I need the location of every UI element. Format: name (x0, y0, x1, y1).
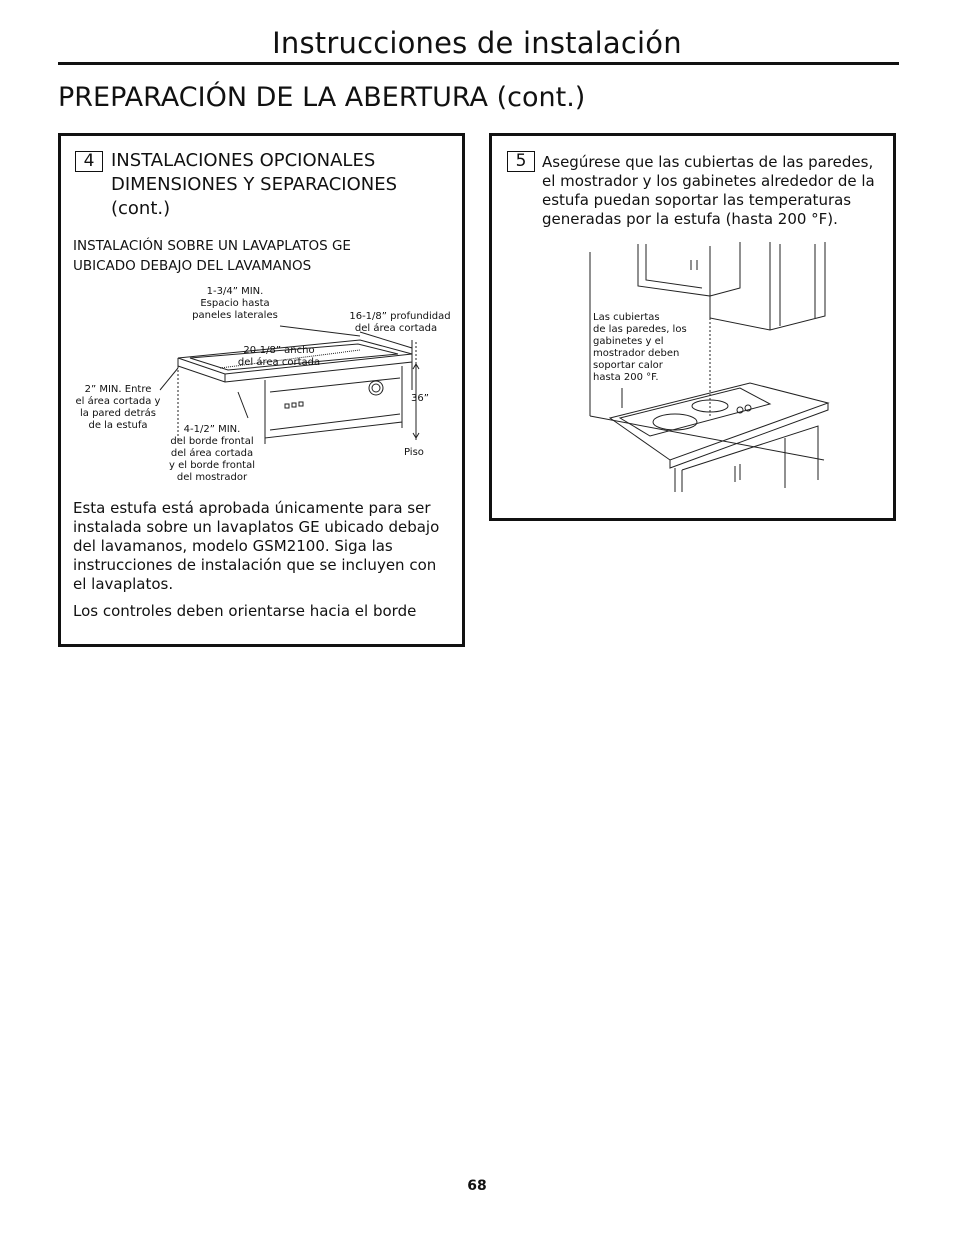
step-4-title-line1: INSTALACIONES OPCIONALES (111, 150, 376, 171)
front-gap-label-line1: 4-1/2” MIN. (183, 424, 241, 435)
heat-label-line4: mostrador deben (593, 348, 680, 359)
step-5-number: 5 (507, 151, 535, 172)
step-4-paragraph-line5: el lavaplatos. (73, 575, 174, 593)
side-gap-label-line1: 1-3/4” MIN. (206, 286, 264, 297)
rear-gap-label-line3: la pared detrás (79, 408, 156, 419)
width-label-line1: 20-1/8” ancho (243, 345, 315, 356)
step-4-number: 4 (75, 151, 103, 172)
step-4-paragraph-line1: Esta estufa está aprobada únicamente para ser (73, 499, 431, 517)
depth-label-line2: del área cortada (354, 323, 438, 334)
page-number: 68 (467, 1178, 487, 1194)
front-gap-label-line2: del borde frontal (170, 436, 254, 447)
step-4-paragraph-line2: instalada sobre un lavaplatos GE ubicado debajo (73, 518, 440, 536)
step-4-subheading-line2: UBICADO DEBAJO DEL LAVAMANOS (73, 258, 312, 274)
step-5-text-line1: Asegúrese que las cubiertas de las paredes, (542, 153, 874, 171)
step-4-title-line3: (cont.) (111, 198, 171, 219)
front-gap-label-line5: del mostrador (176, 472, 248, 483)
step-4-paragraph-line3: del lavamanos, modelo GSM2100. Siga las (73, 537, 393, 555)
step-4-title-line2: DIMENSIONES Y SEPARACIONES (111, 174, 398, 195)
side-gap-label-line3: paneles laterales (192, 310, 278, 321)
heat-label-line1: Las cubiertas (593, 312, 660, 323)
step-5-text-line3: estufa puedan soportar las temperaturas (542, 191, 852, 209)
heat-label-line3: gabinetes y el (593, 336, 664, 347)
step-4-subheading-line1: INSTALACIÓN SOBRE UN LAVAPLATOS GE (73, 238, 351, 254)
heat-label-line5: soportar calor (593, 360, 663, 371)
depth-label-line1: 16-1/8” profundidad (349, 311, 451, 322)
rear-gap-label-line4: de la estufa (88, 420, 148, 431)
rear-gap-label-line1: 2” MIN. Entre (84, 384, 152, 395)
step-4-paragraph-line4: instrucciones de instalación que se incluyen con (73, 556, 437, 574)
rear-gap-label-line2: el área cortada y (75, 396, 161, 407)
header-divider (58, 62, 899, 65)
height-label: 36” (411, 393, 429, 404)
page-header-title: Instrucciones de instalación (272, 26, 682, 60)
heat-label-line2: de las paredes, los (593, 324, 687, 335)
heat-label-line6: hasta 200 °F. (593, 372, 659, 383)
step-4-controls-note: Los controles deben orientarse hacia el borde (73, 602, 417, 620)
section-title: PREPARACIÓN DE LA ABERTURA (cont.) (58, 82, 586, 113)
front-gap-label-line4: y el borde frontal (169, 460, 255, 471)
front-gap-label-line3: del área cortada (170, 448, 254, 459)
floor-label: Piso (404, 447, 424, 458)
step-5-text-line4: generadas por la estufa (hasta 200 °F). (542, 210, 838, 228)
width-label-line2: del área cortada (237, 357, 321, 368)
step-5-text-line2: el mostrador y los gabinetes alrededor de la (542, 172, 875, 190)
side-gap-label-line2: Espacio hasta (200, 298, 270, 309)
